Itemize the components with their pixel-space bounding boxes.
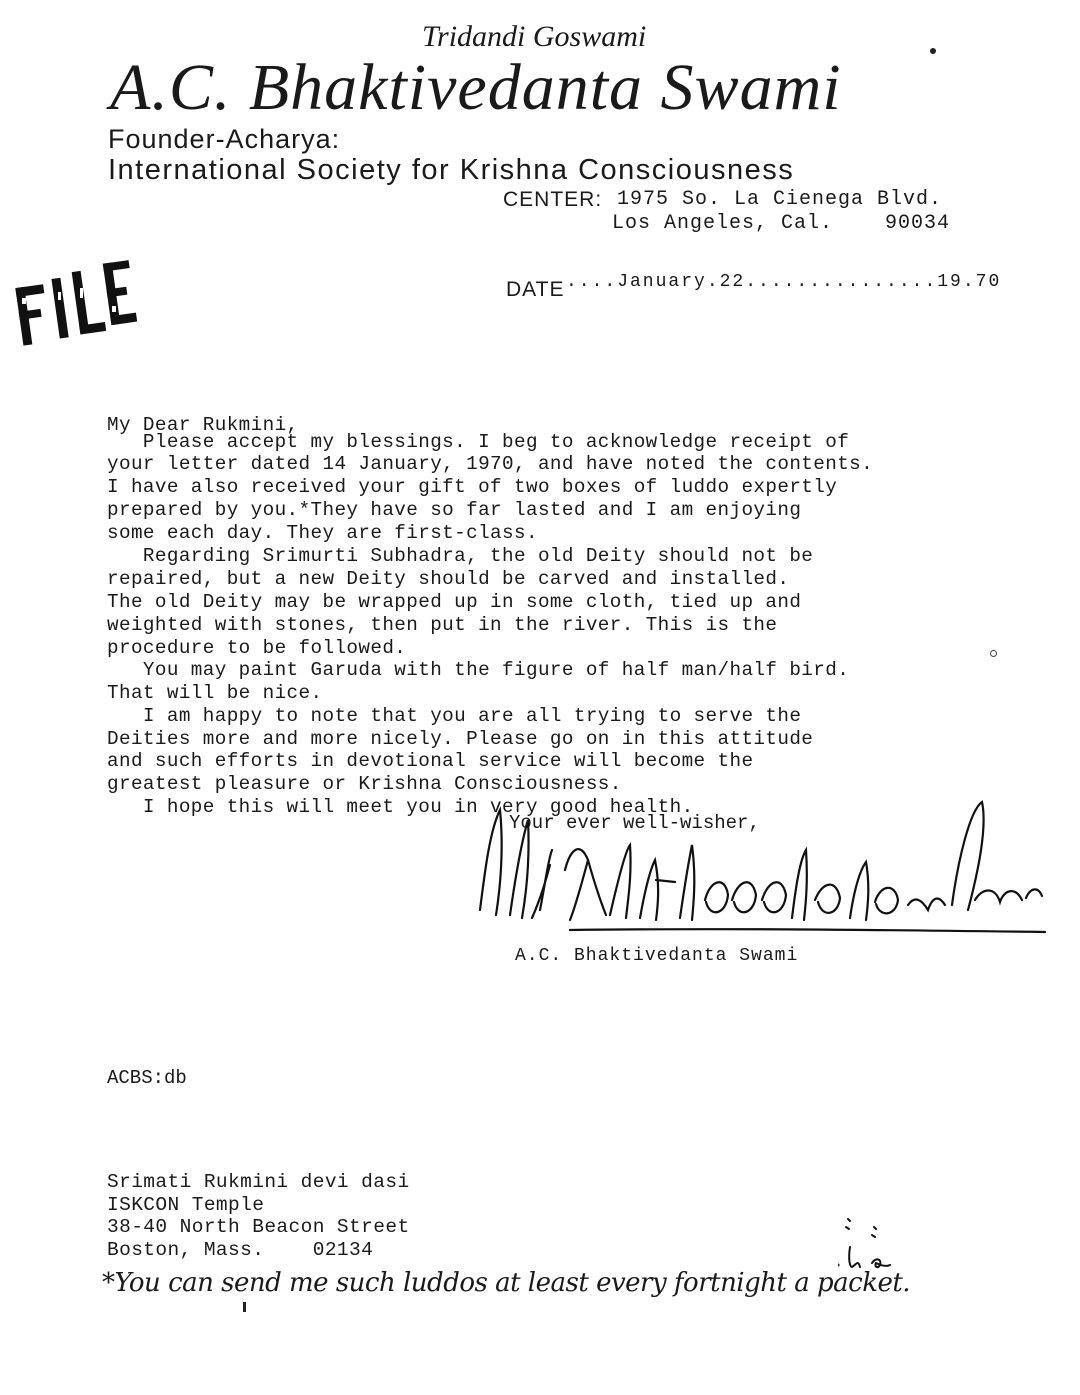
letter-line: I have also received your gift of two boxes of luddo expertly (107, 476, 838, 498)
letter-line: I am happy to note that you are all trying to serve the (107, 705, 802, 727)
letterhead-founder: Founder-Acharya: (108, 124, 341, 154)
initials: ACBS:db (107, 1067, 187, 1089)
address-line: 38-40 North Beacon Street (107, 1216, 410, 1238)
file-stamp-icon (10, 258, 140, 348)
typed-name: A.C. Bhaktivedanta Swami (515, 946, 799, 966)
letterhead-subtitle: Tridandi Goswami (422, 20, 647, 53)
letterhead-society: International Society for Krishna Consciousness (108, 154, 795, 186)
ink-mark (243, 1302, 246, 1312)
letter-line: Please accept my blessings. I beg to acknowledge receipt of (107, 431, 850, 453)
address-line: ISKCON Temple (107, 1194, 265, 1216)
handwritten-marks-icon (838, 1215, 898, 1275)
letter-line: some each day. They are first-class. (107, 522, 538, 544)
letter-line: I hope this will meet you in very good health. (107, 796, 694, 818)
handwritten-postscript: *You can send me such luddos at least every fortnight a packet. (102, 1268, 911, 1298)
closing: Your ever well-wisher, (509, 812, 760, 834)
salutation: My Dear Rukmini, (107, 414, 299, 436)
address-line: Boston, Mass. 02134 (107, 1239, 374, 1261)
letter-line: your letter dated 14 January, 1970, and have noted the contents. (107, 453, 874, 475)
center-label: CENTER: (503, 188, 603, 211)
center-address-line1: 1975 So. La Cienega Blvd. (617, 188, 943, 211)
center-address-line2: Los Angeles, Cal. 90034 (612, 212, 951, 235)
letter-line: greatest pleasure or Krishna Consciousness. (107, 773, 622, 795)
letter-line: procedure to be followed. (107, 637, 407, 659)
letter-line: prepared by you.*They have so far lasted and I am enjoying (107, 499, 802, 521)
letter-line: That will be nice. (107, 682, 323, 704)
letter-line: Regarding Srimurti Subhadra, the old Deity should not be (107, 545, 814, 567)
address-line: Srimati Rukmini devi dasi (107, 1171, 410, 1193)
letterhead-title: A.C. Bhaktivedanta Swami (110, 51, 842, 124)
letter-line: and such efforts in devotional service will become the (107, 750, 754, 772)
date-label: DATE (506, 278, 565, 301)
date-value: ....January.22...............19.70 (566, 272, 1002, 292)
ink-mark (990, 650, 997, 657)
letter-line: You may paint Garuda with the figure of half man/half bird. (107, 659, 850, 681)
ink-dot (930, 48, 936, 54)
letter-line: weighted with stones, then put in the river. This is the (107, 614, 778, 636)
handwritten-signature (470, 790, 1050, 940)
letter-line: repaired, but a new Deity should be carved and installed. (107, 568, 790, 590)
letter-line: The old Deity may be wrapped up in some cloth, tied up and (107, 591, 802, 613)
letter-line: Deities more and more nicely. Please go on in this attitude (107, 728, 814, 750)
